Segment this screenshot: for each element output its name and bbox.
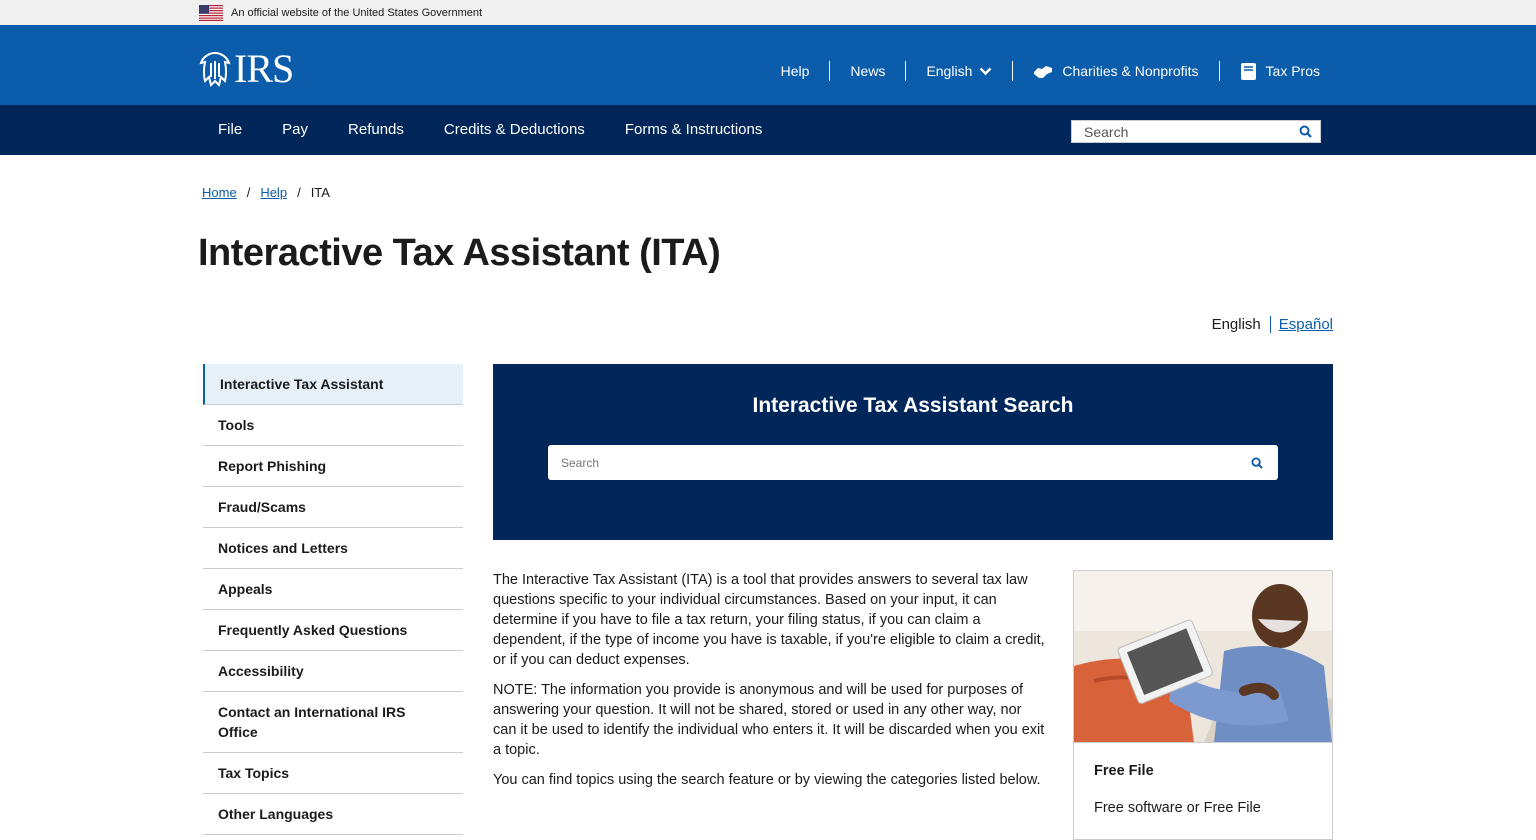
language-current: English — [1212, 316, 1271, 333]
search-icon — [1251, 457, 1263, 469]
sidebar-item-fraud-scams[interactable]: Fraud/Scams — [203, 487, 463, 528]
sidebar-item-report-phishing[interactable]: Report Phishing — [203, 446, 463, 487]
sidebar-item-international-office[interactable]: Contact an International IRS Office — [203, 692, 463, 753]
page-title: Interactive Tax Assistant (ITA) — [198, 232, 721, 274]
ita-search-input[interactable] — [548, 446, 1236, 479]
nav-pay[interactable]: Pay — [282, 121, 309, 138]
logo-text: IRS — [234, 46, 294, 91]
ita-search-panel — [493, 364, 1333, 540]
site-search — [1071, 120, 1321, 143]
breadcrumb-current: ITA — [310, 185, 330, 200]
util-charities-link[interactable] — [1013, 61, 1219, 81]
free-file-card[interactable] — [1073, 570, 1333, 840]
us-flag-icon — [199, 5, 223, 21]
utility-nav — [761, 61, 1320, 81]
nav-forms-instructions[interactable]: Forms & Instructions — [624, 121, 763, 138]
main-navigation — [0, 105, 1536, 155]
language-switcher — [1212, 316, 1333, 333]
util-news-link[interactable]: News — [830, 61, 906, 81]
sidebar-item-tools[interactable]: Tools — [203, 405, 463, 446]
sidebar-item-appeals[interactable]: Appeals — [203, 569, 463, 610]
nav-credits-deductions[interactable]: Credits & Deductions — [443, 121, 585, 138]
nav-refunds[interactable]: Refunds — [348, 121, 404, 138]
breadcrumb-divider: / — [246, 185, 251, 200]
sidebar-item-ita[interactable]: Interactive Tax Assistant — [203, 364, 463, 405]
sidebar-item-other-languages[interactable]: Other Languages — [203, 794, 463, 835]
sidebar-item-tax-topics[interactable]: Tax Topics — [203, 753, 463, 794]
handshake-icon — [1033, 63, 1053, 80]
language-espanol-link[interactable]: Español — [1278, 316, 1333, 333]
breadcrumb-home[interactable]: Home — [202, 185, 237, 200]
language-dropdown[interactable] — [906, 61, 1013, 81]
util-help-link[interactable]: Help — [761, 61, 831, 81]
sidebar-item-accessibility[interactable]: Accessibility — [203, 651, 463, 692]
card-title: Free File — [1094, 763, 1154, 779]
book-icon — [1240, 62, 1257, 81]
free-file-photo — [1074, 571, 1332, 743]
gov-banner-text: An official website of the United States Government — [231, 6, 483, 19]
taxpros-label: Tax Pros — [1265, 63, 1320, 79]
chevron-down-icon — [979, 67, 992, 76]
language-label: English — [926, 63, 973, 79]
note-paragraph: NOTE: The information you provide is anonymous and will be used for purposes of answering your question. It will not be shared, stored or used in any other way, nor can it be used to identify the individual who enters it. It will be discarded when you exit a topic. — [493, 682, 1045, 758]
search-icon — [1299, 125, 1312, 138]
ita-search-heading: Interactive Tax Assistant Search — [752, 394, 1074, 417]
topics-paragraph: You can find topics using the search feature or by viewing the categories listed below. — [493, 772, 1041, 788]
sidebar-item-faq[interactable]: Frequently Asked Questions — [203, 610, 463, 651]
breadcrumb-divider: / — [297, 185, 301, 200]
charities-label: Charities & Nonprofits — [1062, 63, 1199, 79]
nav-file[interactable]: File — [218, 121, 243, 138]
irs-logo[interactable] — [199, 46, 294, 91]
main-content — [493, 570, 1048, 800]
official-gov-banner — [0, 0, 1536, 25]
site-search-button[interactable] — [1290, 121, 1320, 142]
card-text: Free software or Free File — [1094, 800, 1261, 816]
eagle-logo-icon — [199, 51, 231, 87]
breadcrumb — [202, 185, 330, 200]
intro-paragraph: The Interactive Tax Assistant (ITA) is a tool that provides answers to several tax law questions specific to your individual circumstances. Based on your input, it can determine if you have to file a tax return, your filing status, if you can claim a dependent, if the type of income you have is taxable, if you're eligible to claim a credit, or if you can deduct expenses. — [493, 572, 1045, 668]
ita-search-button[interactable] — [1236, 446, 1278, 479]
ita-search-box — [548, 445, 1278, 480]
sidebar-nav — [203, 364, 463, 835]
site-header — [0, 25, 1536, 105]
site-search-input[interactable] — [1072, 121, 1290, 142]
breadcrumb-help[interactable]: Help — [260, 185, 288, 200]
sidebar-item-notices-letters[interactable]: Notices and Letters — [203, 528, 463, 569]
util-taxpros-link[interactable] — [1220, 61, 1320, 81]
